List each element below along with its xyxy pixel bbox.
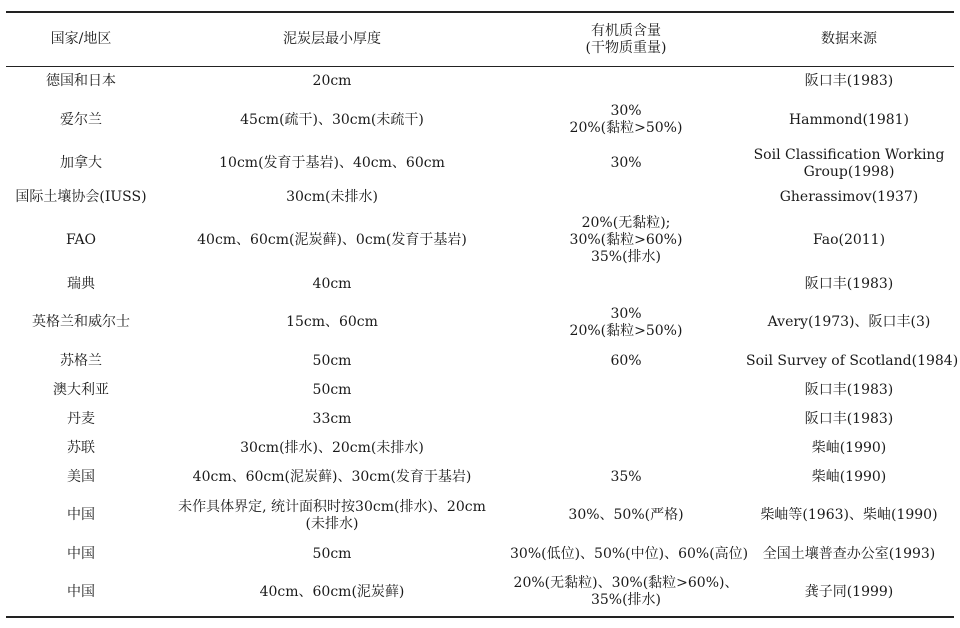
cell-thickness <box>156 376 508 405</box>
cell-source-line: Group(1998) <box>803 163 895 180</box>
cell-country: 中国 <box>67 583 95 600</box>
cell-thickness <box>156 67 508 96</box>
cell-organic-line: 20%(黏粒>50%) <box>569 322 683 339</box>
cell-organic <box>508 376 744 405</box>
cell-country: 英格兰和威尔士 <box>32 314 130 330</box>
cell-source <box>744 463 954 492</box>
cell-organic-line: 20%(黏粒>50%) <box>569 120 683 136</box>
cell-source <box>744 434 954 463</box>
cell-source <box>744 212 954 270</box>
cell-source <box>744 376 954 405</box>
header-country: 国家/地区 <box>50 31 112 47</box>
cell-thickness-line: 40cm <box>312 275 352 292</box>
table-header <box>6 12 954 67</box>
cell-source <box>744 67 954 96</box>
cell-thickness <box>156 463 508 492</box>
cell-organic <box>508 299 744 347</box>
table-row <box>6 376 954 405</box>
cell-thickness <box>156 145 508 183</box>
cell-source-line: Hammond(1981) <box>788 111 910 128</box>
cell-country: 爱尔兰 <box>60 111 102 128</box>
cell-thickness <box>156 569 508 617</box>
cell-thickness <box>156 96 508 145</box>
cell-source <box>744 347 959 376</box>
cell-thickness <box>156 492 508 540</box>
table-row <box>6 434 954 463</box>
header-row <box>6 12 954 67</box>
cell-organic-line: 35%(排水) <box>590 249 662 265</box>
header-source: 数据来源 <box>821 31 877 47</box>
cell-organic <box>508 96 744 145</box>
table-row <box>6 96 954 145</box>
cell-thickness-line: 50cm <box>312 352 352 369</box>
table-body <box>6 67 959 617</box>
cell-thickness-line: 15cm、60cm <box>286 314 378 330</box>
cell-source-line: Soil Classification Working <box>753 146 945 163</box>
cell-source <box>744 492 954 540</box>
cell-source <box>744 270 954 299</box>
table-row <box>6 145 954 183</box>
cell-country: 瑞典 <box>67 275 95 292</box>
table-row <box>6 67 954 96</box>
cell-organic-line: 30%(低位)、50%(中位)、60%(高位) <box>510 545 749 562</box>
cell-thickness-line: 未作具体界定, 统计面积时按30cm(排水)、20cm <box>178 498 486 515</box>
cell-thickness-line: 30cm(未排水) <box>286 188 378 205</box>
cell-thickness <box>156 540 508 569</box>
cell-source-line: Gherassimov(1937) <box>779 188 919 205</box>
cell-organic-line: 35% <box>610 468 642 485</box>
cell-organic-line: 30% <box>610 305 642 322</box>
table-row <box>6 463 954 492</box>
cell-country: 德国和日本 <box>46 72 116 89</box>
cell-source-line: Fao(2011) <box>812 232 886 248</box>
cell-source <box>744 299 954 347</box>
cell-country: 国际土壤协会(IUSS) <box>15 188 147 205</box>
cell-organic <box>508 347 744 376</box>
cell-country: 中国 <box>67 507 95 523</box>
cell-source <box>744 145 954 183</box>
cell-organic-line: 30%(黏粒>60%) <box>569 232 683 248</box>
cell-organic <box>508 463 744 492</box>
table-row <box>6 299 954 347</box>
cell-thickness-line: 40cm、60cm(泥炭藓) <box>259 583 405 600</box>
cell-organic <box>508 212 744 270</box>
table-row <box>6 212 954 270</box>
cell-organic <box>508 145 744 183</box>
peat-criteria-table <box>6 11 959 618</box>
cell-thickness <box>156 299 508 347</box>
table-row <box>6 405 954 434</box>
table-row <box>6 492 954 540</box>
cell-thickness <box>156 270 508 299</box>
cell-organic-line: 35%(排水) <box>590 592 662 608</box>
cell-source <box>744 405 954 434</box>
cell-organic-line: 60% <box>610 352 642 369</box>
cell-organic-line: 30% <box>610 103 642 119</box>
cell-source-line: 阪口丰(1983) <box>804 275 894 292</box>
table-row <box>6 183 954 212</box>
cell-thickness-line: 40cm、60cm(泥炭藓)、0cm(发育于基岩) <box>197 232 467 248</box>
cell-source-line: Avery(1973)、阪口丰(3) <box>767 314 931 330</box>
cell-source-line: 柴岫(1990) <box>811 439 887 456</box>
cell-thickness-line: 33cm <box>312 410 352 427</box>
cell-thickness-line: (未排水) <box>305 515 359 532</box>
cell-thickness-line: 50cm <box>312 381 352 398</box>
cell-country: 中国 <box>67 545 95 562</box>
cell-source <box>744 96 954 145</box>
header-organic-line2: (干物质重量) <box>585 39 667 56</box>
table-row <box>6 270 954 299</box>
cell-thickness <box>156 405 508 434</box>
table-row <box>6 347 954 376</box>
cell-source-line: 柴岫(1990) <box>811 468 887 485</box>
cell-thickness-line: 50cm <box>312 545 352 562</box>
cell-country: 丹麦 <box>67 410 95 427</box>
cell-thickness-line: 45cm(疏干)、30cm(未疏干) <box>240 111 424 128</box>
cell-organic <box>508 569 744 617</box>
cell-source-line: 龚子同(1999) <box>804 583 894 600</box>
cell-country: 苏格兰 <box>60 352 102 369</box>
cell-country: 澳大利亚 <box>53 381 109 398</box>
cell-country: 苏联 <box>67 439 95 456</box>
cell-organic-line: 30% <box>610 155 642 171</box>
cell-organic-line: 20%(无黏粒)、30%(黏粒>60%)、 <box>513 575 739 591</box>
cell-organic <box>508 270 744 299</box>
cell-thickness <box>156 347 508 376</box>
cell-source <box>744 183 954 212</box>
cell-organic <box>508 183 744 212</box>
cell-source-line: 全国土壤普查办公室(1993) <box>762 545 936 562</box>
table-row <box>6 569 954 617</box>
header-organic-line1: 有机质含量 <box>591 22 661 39</box>
cell-source <box>744 569 954 617</box>
cell-thickness-line: 10cm(发育于基岩)、40cm、60cm <box>219 155 445 171</box>
cell-thickness-line: 30cm(排水)、20cm(未排水) <box>240 439 424 456</box>
cell-country: 美国 <box>67 468 95 485</box>
cell-thickness <box>156 434 508 463</box>
table-row <box>6 540 954 569</box>
cell-organic <box>508 405 744 434</box>
cell-organic <box>508 492 744 540</box>
cell-source-line: 阪口丰(1983) <box>804 410 894 427</box>
cell-source-line: 阪口丰(1983) <box>804 72 894 89</box>
cell-organic <box>508 540 749 569</box>
cell-organic <box>508 67 744 96</box>
cell-country: FAO <box>65 232 97 248</box>
cell-thickness <box>156 212 508 270</box>
peat-criteria-table-container <box>6 11 959 618</box>
cell-organic-line: 20%(无黏粒); <box>581 215 671 231</box>
header-thickness: 泥炭层最小厚度 <box>283 31 381 47</box>
cell-thickness <box>156 183 508 212</box>
cell-organic <box>508 434 744 463</box>
cell-country: 加拿大 <box>60 155 102 171</box>
cell-source-line: Soil Survey of Scotland(1984) <box>746 352 959 369</box>
cell-source <box>744 540 954 569</box>
cell-organic-line: 30%、50%(严格) <box>568 507 684 523</box>
cell-thickness-line: 20cm <box>312 72 352 89</box>
header-organic <box>508 12 744 67</box>
cell-thickness-line: 40cm、60cm(泥炭藓)、30cm(发育于基岩) <box>192 468 472 485</box>
cell-source-line: 柴岫等(1963)、柴岫(1990) <box>760 507 938 523</box>
cell-source-line: 阪口丰(1983) <box>804 381 894 398</box>
